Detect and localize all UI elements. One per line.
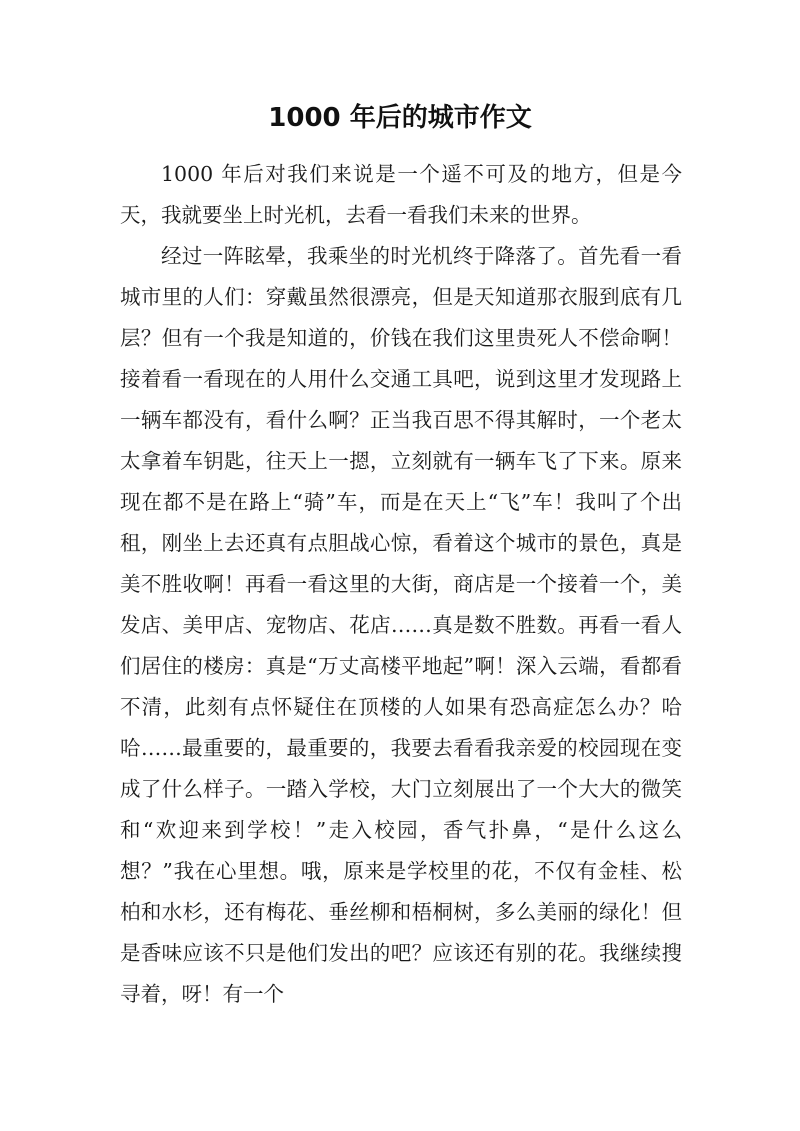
document-title: 1000 年后的城市作文 xyxy=(268,103,532,133)
document-body xyxy=(120,154,682,1015)
paragraph-1: 1000 年后对我们来说是一个遥不可及的地方，但是今天，我就要坐上时光机，去看一看我们未来的世界。 xyxy=(120,162,682,227)
paragraph-2: 经过一阵眩晕，我乘坐的时光机终于降落了。首先看一看城市里的人们：穿戴虽然很漂亮，但是天知道那衣服到底有几层？但有一个我是知道的，价钱在我们这里贵死人不偿命啊！接着看一看现在的人用什么交通工具吧，说到这里才发现路上一辆车都没有，看什么啊？正当我百思不得其解时，一个老太太拿着车钥匙，往天上一摁，立刻就有一辆车飞了下来。原来现在都不是在路上“骑”车，而是在天上“飞”车！我叫了个出租，刚坐上去还真有点胆战心惊，看着这个城市的景色，真是美不胜收啊！再看一看这里的大街，商店是一个接着一个，美发店、美甲店、宠物店、花店……真是数不胜数。再看一看人们居住的楼房：真是“万丈高楼平地起”啊！深入云端，看都看不清，此刻有点怀疑住在顶楼的人如果有恐高症怎么办？哈哈……最重要的，最重要的，我要去看看我亲爱的校园现在变成了什么样子。一踏入学校，大门立刻展出了一个大大的微笑和“欢迎来到学校！”走入校园，香气扑鼻，“是什么这么想？”我在心里想。哦，原来是学校里的花，不仅有金桂、松柏和水杉，还有梅花、垂丝柳和梧桐树，多么美丽的绿化！但是香味应该不只是他们发出的吧？应该还有别的花。我继续搜寻着，呀！有一个 xyxy=(120,244,682,1006)
